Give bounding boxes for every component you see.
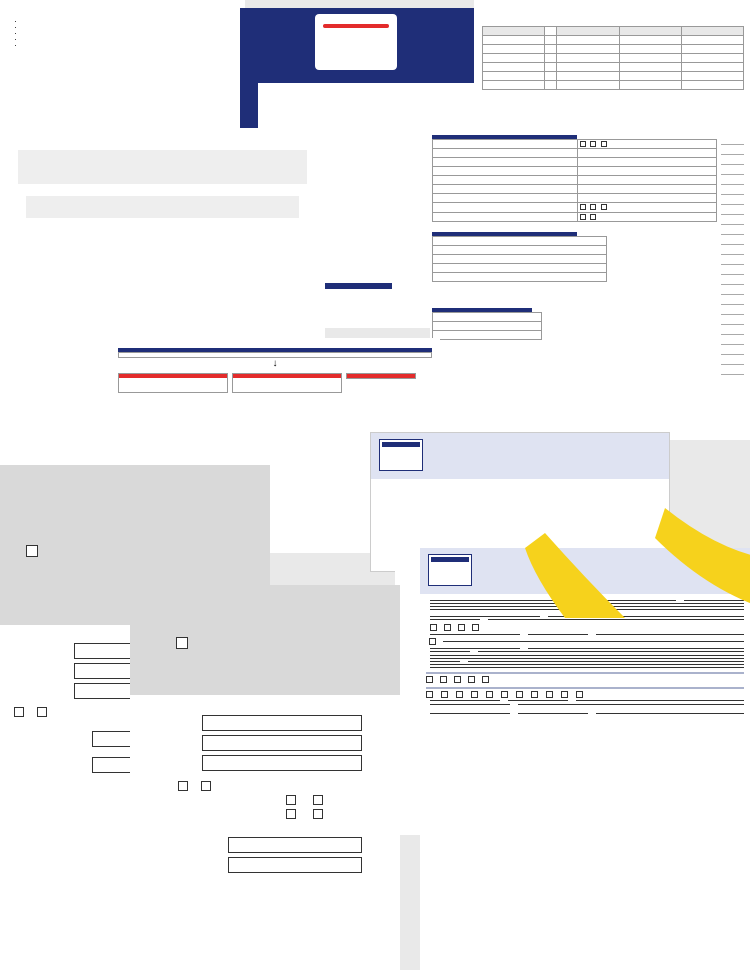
col-header	[483, 27, 545, 36]
extra-bar	[426, 687, 744, 689]
table-row	[433, 167, 717, 176]
tracker-banner	[322, 283, 434, 328]
eff-date-input[interactable]	[508, 700, 568, 701]
table-cell	[483, 72, 545, 81]
ok-text-yes-checkbox[interactable]	[178, 781, 188, 791]
medicare-checkbox[interactable]	[430, 624, 437, 631]
activity-3	[346, 373, 416, 379]
benefit-checkbox[interactable]	[486, 691, 493, 698]
table-cell	[483, 81, 545, 90]
table-row	[433, 176, 717, 185]
bundle-badge	[505, 318, 750, 618]
table-cell	[433, 254, 607, 263]
privacy-sheet	[0, 0, 245, 135]
condition-checkbox[interactable]	[482, 676, 489, 683]
table-row	[433, 254, 607, 263]
which-plan-input[interactable]	[443, 641, 744, 642]
date-input[interactable]	[228, 857, 362, 873]
lis-checkbox[interactable]	[458, 624, 465, 631]
checkbox[interactable]	[590, 141, 596, 147]
table-cell	[433, 167, 578, 176]
table-row	[433, 185, 717, 194]
medicare-id-input[interactable]	[430, 634, 520, 635]
specialists-input[interactable]	[430, 664, 744, 665]
benefit-checkbox[interactable]	[546, 691, 553, 698]
medicare-card-icon	[428, 554, 472, 586]
benefit-checkbox[interactable]	[426, 691, 433, 698]
phone-input[interactable]	[202, 735, 362, 751]
table-row	[483, 45, 744, 54]
si-checkbox[interactable]	[26, 545, 38, 557]
medicaid-yes-checkbox[interactable]	[286, 809, 296, 819]
benefit-checkbox[interactable]	[441, 691, 448, 698]
benefit-checkbox[interactable]	[456, 691, 463, 698]
col-header	[619, 27, 681, 36]
you-got-this	[322, 283, 392, 289]
csnp-bar	[426, 672, 744, 674]
list-item	[24, 42, 233, 48]
table-row	[433, 272, 607, 281]
lis-level-input[interactable]	[478, 651, 744, 652]
table-cell	[433, 236, 607, 245]
table-cell	[433, 203, 578, 212]
plan-name-input[interactable]	[518, 704, 744, 705]
condition-checkbox[interactable]	[426, 676, 433, 683]
table-row	[433, 245, 607, 254]
hra-input[interactable]	[596, 713, 744, 714]
checkbox[interactable]	[601, 204, 607, 210]
table-row	[483, 81, 744, 90]
yes-checkbox[interactable]	[176, 637, 188, 649]
inforeq-sheet	[130, 585, 400, 970]
medicaid-no-checkbox[interactable]	[313, 809, 323, 819]
table-row	[483, 54, 744, 63]
medicaid-checkbox[interactable]	[444, 624, 451, 631]
tracker-title-box	[315, 14, 397, 70]
tracker-circle-grid	[322, 120, 434, 285]
activity-2	[232, 373, 342, 393]
soa-input[interactable]	[430, 713, 510, 714]
checkbox[interactable]	[580, 214, 586, 220]
part-a-input[interactable]	[528, 634, 588, 635]
ss-input[interactable]	[430, 648, 520, 649]
medicare-card-icon	[379, 439, 423, 471]
activity-1	[118, 373, 228, 393]
level-input[interactable]	[430, 651, 470, 652]
election-input[interactable]	[576, 700, 744, 701]
condition-checkbox[interactable]	[468, 676, 475, 683]
recert-table	[482, 26, 744, 90]
table-cell	[433, 149, 578, 158]
table-row	[433, 203, 717, 212]
email-input[interactable]	[202, 755, 362, 771]
nombre-input[interactable]	[74, 643, 136, 659]
table-cell	[433, 185, 578, 194]
group-input[interactable]	[430, 658, 744, 659]
activity-sales	[119, 382, 227, 392]
table-row	[433, 263, 607, 272]
col-header	[681, 27, 743, 36]
part-b-input[interactable]	[596, 634, 744, 635]
table-row	[433, 140, 717, 149]
telefono-input[interactable]	[74, 663, 136, 679]
checkbox[interactable]	[590, 204, 596, 210]
name-input[interactable]	[202, 715, 362, 731]
table-cell	[433, 158, 578, 167]
conf-input[interactable]	[518, 713, 588, 714]
table-row	[483, 36, 744, 45]
app-table	[432, 139, 717, 222]
benefit-checkbox[interactable]	[576, 691, 583, 698]
table-cell	[433, 263, 607, 272]
benefit-checkbox[interactable]	[561, 691, 568, 698]
table-cell	[483, 36, 545, 45]
tracker-sheet	[240, 8, 475, 128]
table-row	[433, 236, 607, 245]
table-cell	[433, 194, 578, 203]
down-arrow-icon: ↓	[272, 358, 278, 369]
sub-date-input[interactable]	[430, 700, 500, 701]
checkbox[interactable]	[580, 141, 586, 147]
table-cell	[433, 245, 607, 254]
recert-sheet	[474, 0, 750, 130]
table-cell	[483, 54, 545, 63]
table-cell	[433, 176, 578, 185]
benefit-checkbox[interactable]	[471, 691, 478, 698]
table-row	[433, 149, 717, 158]
correo-input[interactable]	[74, 683, 136, 699]
checkbox[interactable]	[590, 214, 596, 220]
checkbox[interactable]	[601, 141, 607, 147]
happy-input[interactable]	[430, 661, 460, 662]
table-cell	[483, 45, 545, 54]
activity-sales	[233, 382, 341, 392]
benefit-checkbox[interactable]	[531, 691, 538, 698]
table-row	[483, 63, 744, 72]
table-row	[433, 212, 717, 221]
benefit-checkbox[interactable]	[516, 691, 523, 698]
table-cell	[433, 272, 607, 281]
checkbox[interactable]	[580, 204, 586, 210]
msp-checkbox[interactable]	[472, 624, 479, 631]
lang-input[interactable]	[488, 619, 744, 620]
open-input[interactable]	[468, 661, 744, 662]
col-header	[557, 27, 619, 36]
activity-name	[347, 374, 415, 378]
benefit-checkbox[interactable]	[501, 691, 508, 698]
starburst-icon	[505, 318, 750, 618]
col-header	[545, 27, 557, 36]
best-day-input[interactable]	[430, 619, 480, 620]
close-table	[432, 236, 607, 282]
medicare-ab-yes-checkbox[interactable]	[286, 795, 296, 805]
condition-checkbox[interactable]	[454, 676, 461, 683]
table-row	[433, 158, 717, 167]
no-text-checkbox[interactable]	[37, 707, 47, 717]
income-amount-box	[18, 150, 307, 184]
table-cell	[433, 140, 578, 149]
inforeq-header	[130, 585, 400, 695]
table-row	[433, 194, 717, 203]
condition-checkbox[interactable]	[440, 676, 447, 683]
privacy-list	[12, 18, 233, 48]
advantage-checkbox[interactable]	[429, 638, 436, 645]
rx-input[interactable]	[430, 667, 744, 668]
signature-input[interactable]	[228, 837, 362, 853]
medicare-ab-no-checkbox[interactable]	[313, 795, 323, 805]
pcp-input[interactable]	[430, 655, 744, 656]
si-text-checkbox[interactable]	[14, 707, 24, 717]
table-cell	[483, 63, 545, 72]
carrier-input[interactable]	[430, 704, 510, 705]
medicaid-number-input[interactable]	[528, 648, 744, 649]
commission-box	[26, 196, 299, 218]
table-cell	[433, 212, 578, 221]
ok-text-no-checkbox[interactable]	[201, 781, 211, 791]
table-row	[483, 72, 744, 81]
tracker-title-script	[323, 24, 389, 28]
